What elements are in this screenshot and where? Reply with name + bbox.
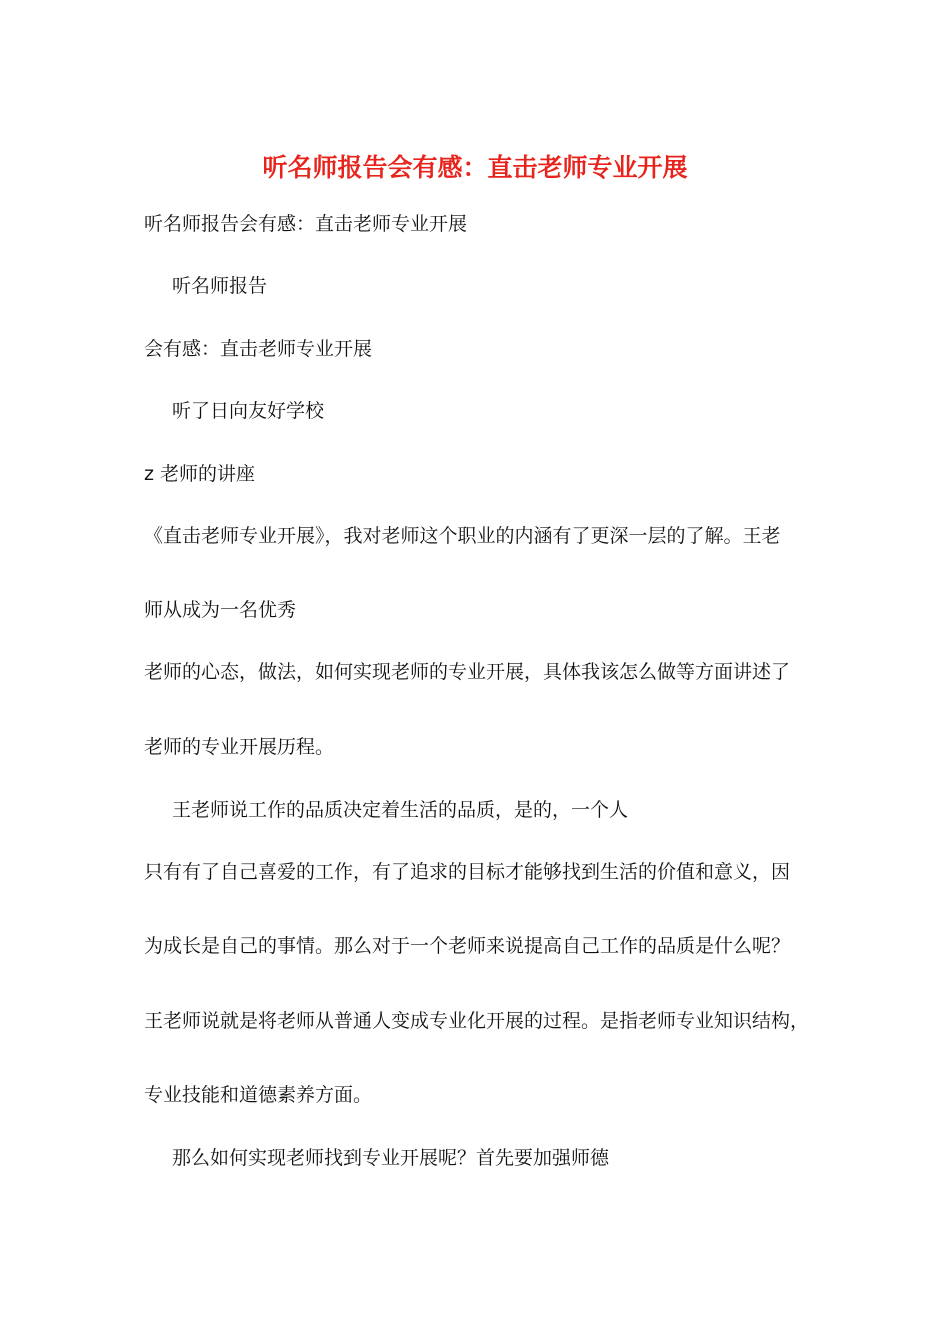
text-line: z 老师的讲座: [144, 463, 256, 485]
text-line: 会有感：直击老师专业开展: [144, 338, 373, 360]
text-line: 听名师报告会有感：直击老师专业开展: [144, 213, 468, 235]
text-line: 老师的心态，做法，如何实现老师的专业开展，具体我该怎么做等方面讲述了: [144, 661, 791, 683]
text-line: 听了日向友好学校: [172, 400, 325, 422]
text-line: 只有有了自己喜爱的工作，有了追求的目标才能够找到生活的价值和意义，因: [144, 861, 791, 883]
text-line: 那么如何实现老师找到专业开展呢？首先要加强师德: [172, 1147, 610, 1169]
document-title: 听名师报告会有感：直击老师专业开展: [262, 153, 688, 182]
text-line: 为成长是自己的事情。那么对于一个老师来说提高自己工作的品质是什么呢？: [144, 935, 791, 957]
text-line: 师从成为一名优秀: [144, 599, 297, 621]
text-line: 老师的专业开展历程。: [144, 736, 335, 758]
text-line: 听名师报告: [172, 275, 268, 297]
text-line: 王老师说就是将老师从普通人变成专业化开展的过程。是指老师专业知识结构，: [144, 1010, 810, 1032]
text-line: 王老师说工作的品质决定着生活的品质，是的，一个人: [172, 799, 629, 821]
text-line: 专业技能和道德素养方面。: [144, 1084, 373, 1106]
text-line: 《直击老师专业开展》，我对老师这个职业的内涵有了更深一层的了解。王老: [144, 525, 781, 547]
